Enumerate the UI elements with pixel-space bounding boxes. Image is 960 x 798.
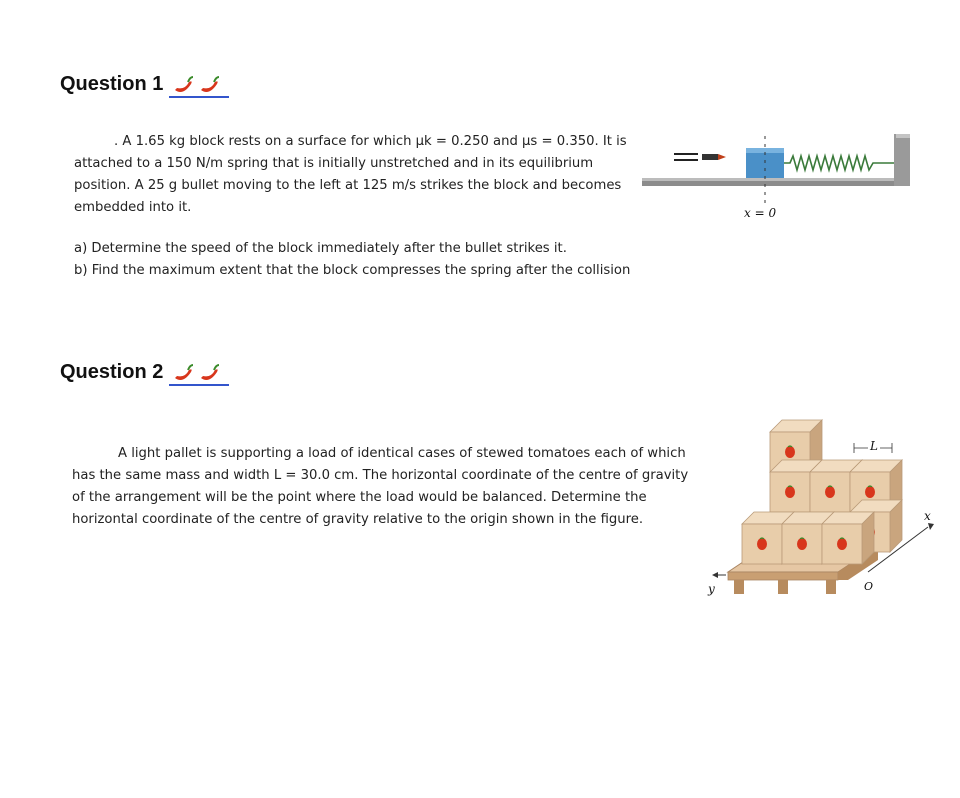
question-2-title xyxy=(60,360,229,384)
question-1-parts xyxy=(74,238,654,282)
origin-label: O xyxy=(864,580,874,593)
question-2-title-text: Question 2 xyxy=(60,361,164,383)
question-1-title-text: Question 1 xyxy=(60,73,164,95)
l-dimension-label: L xyxy=(870,439,878,453)
y-axis-label: y xyxy=(708,582,715,596)
question-1-part-b: b) Find the maximum extent that the block compresses the spring after the collision xyxy=(74,263,631,278)
x-axis-label: x xyxy=(924,509,931,523)
pallet-boxes-figure xyxy=(708,412,940,612)
question-1-text: . A 1.65 kg block rests on a surface for which μk = 0.250 and μs = 0.350. It is attached to a 150 N/m spring that is initially unstretched and in its equilibrium position. A 25 g bullet moving to the left at 125 m/s strikes the block and becomes embedded into it. xyxy=(74,134,627,215)
chili-pepper-icon xyxy=(169,362,229,384)
question-2-text: A light pallet is supporting a load of identical cases of stewed tomatoes each of which has the same mass and width L = 30.0 cm. The horizontal coordinate of the centre of gravity of the arrangement will be the point where the load would be balanced. Determine the horizontal coordinate of the centre of gravity relative to the origin shown in the figure. xyxy=(72,446,689,527)
x-zero-label: x = 0 xyxy=(744,206,777,220)
spring-block-figure xyxy=(640,128,920,228)
question-1-title xyxy=(60,72,229,96)
spring-block-diagram xyxy=(640,128,920,228)
question-1-part-a: a) Determine the speed of the block immediately after the bullet strikes it. xyxy=(74,241,567,256)
difficulty-rating xyxy=(169,74,229,98)
chili-pepper-icon xyxy=(169,74,229,96)
question-1-body xyxy=(74,131,634,219)
question-2-body xyxy=(72,443,692,531)
pallet-boxes-diagram xyxy=(708,412,940,612)
difficulty-rating xyxy=(169,362,229,386)
